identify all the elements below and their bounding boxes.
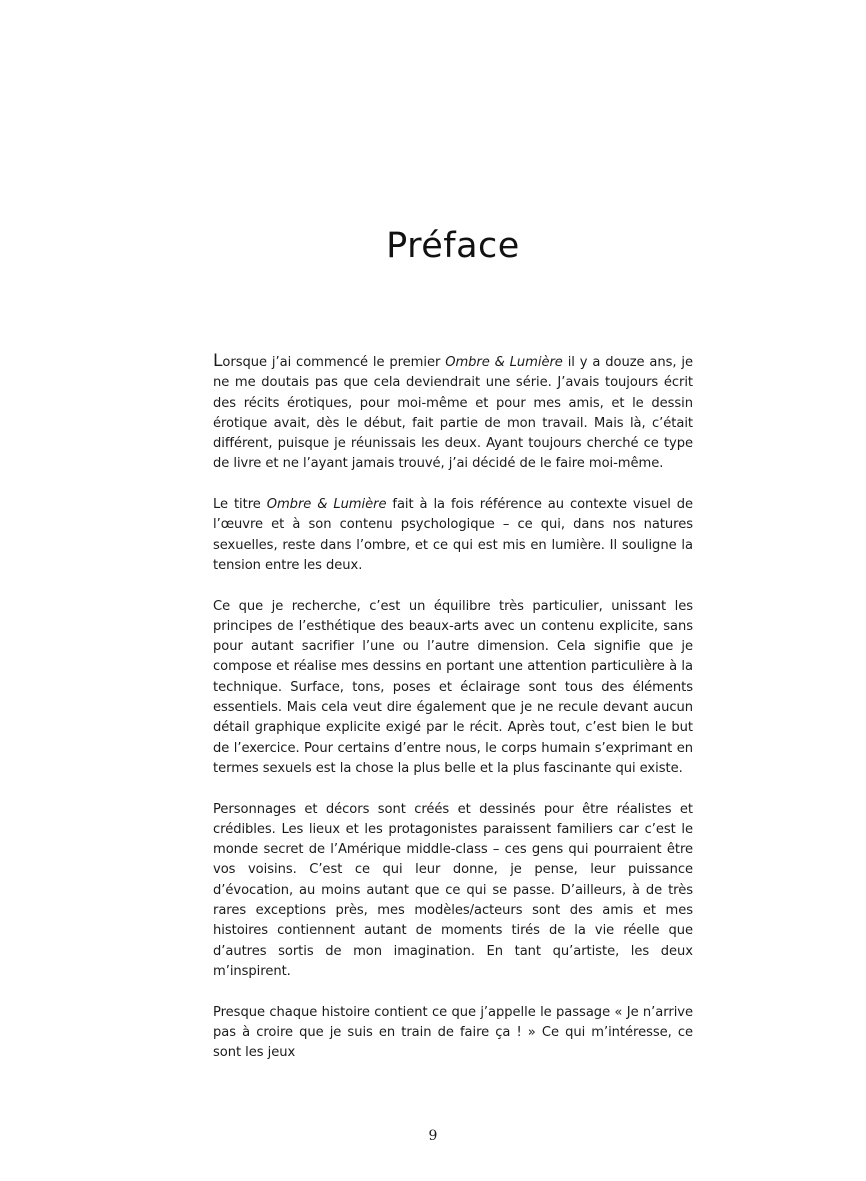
paragraph-1 [213,351,693,475]
chapter-title: Préface [386,226,520,266]
page-number: 9 [428,1128,438,1144]
paragraph-5: Presque chaque histoire contient ce que j’appelle le passage « Je n’arrive pas à croire que je suis en train de faire ça ! » Ce qui m’intéresse, ce sont les jeux [213,1004,693,1061]
book-title-italic: Ombre & Lumière [445,355,563,370]
paragraph-3: Ce que je recherche, c’est un équilibre très particulier, unissant les principes de l’esthétique des beaux-arts avec un contenu explicite, sans pour autant sacrifier l’une ou l’autre dimension. Cela signifie que je compose et réalise mes dessins en portant une attention particulière à la technique. Surface, tons, poses et éclairage sont tous des éléments essentiels. Mais cela veut dire également que je ne recule devant aucun détail graphique explicite exigé par le récit. Après tout, c’est bien le but de l’exercice. Pour certains d’entre nous, le corps humain s’exprimant en termes sexuels est la chose la plus belle et la plus fascinante qui existe. [213,598,693,776]
paragraph-4: Personnages et décors sont créés et dessinés pour être réalistes et crédibles. Les lieux et les protagonistes paraissent familiers car c’est le monde secret de l’Amérique middle-class – ces gens qui pourraient être vos voisins. C’est ce qui leur donne, je pense, leur puissance d’évocation, au moins autant que ce qui se passe. D’ailleurs, à de très rares exceptions près, mes modèles/acteurs sont des amis et mes histoires contiennent autant de moments tirés de la vie réelle que d’autres sortis de mon imagination. En tant qu’artiste, les deux m’inspirent. [213,801,693,979]
book-title-italic: Ombre & Lumière [266,497,387,513]
paragraph-2-lead: Le titre [213,497,267,513]
preface-body [213,351,693,1063]
paragraph-1-rest: il y a douze ans, je ne me doutais pas que cela deviendrait une série. J’avais toujours écrit des récits érotiques, pour moi-même et pour mes amis, et le dessin érotique avait, dès le début, fait partie de mon travail. Mais là, c’était différent, puisque je réunissais les deux. Ayant toujours cherché ce type de livre et ne l’ayant jamais trouvé, j’ai décidé de le faire moi-même. [213,355,694,472]
paragraph-2-rest: fait à la fois référence au contexte visuel de l’œuvre et à son contenu psychologique – ce qui, dans nos natures sexuelles, reste dans l’ombre, et ce qui est mis en lumière. Il souligne la tension entre les deux. [213,497,693,573]
paragraph-1-lead: orsque j’ai commencé le premier [222,355,446,370]
drop-cap: L [213,351,223,371]
paragraph-2 [213,495,693,576]
